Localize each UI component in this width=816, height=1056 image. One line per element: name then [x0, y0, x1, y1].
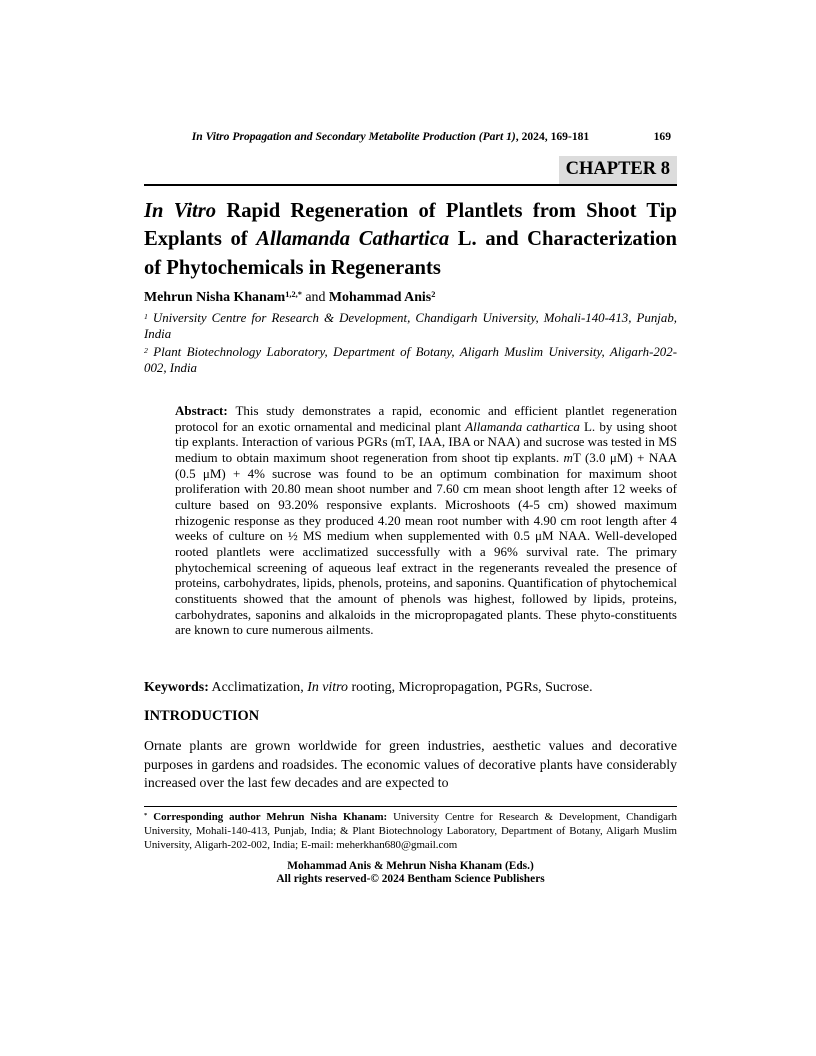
editors-line: Mohammad Anis & Mehrun Nisha Khanam (Eds.)	[287, 860, 534, 872]
running-head-text: In Vitro Propagation and Secondary Metabolite Production (Part 1), 2024, 169-181	[191, 130, 590, 143]
abstract-paragraph: Abstract: This study demonstrates a rapid, economic and efficient plantlet regeneration protocol for an exotic ornamental and medicinal plant Allamanda cathartica L. by using shoot tip explants. Interaction of various PGRs (mT, IAA, IBA or NAA) and sucrose was tested in MS medium to obtain maximum shoot regeneration from shoot tip explants. mT (3.0 μM) + NAA (0.5 μM) + 4% sucrose was found to be an optimum combination for maximum shoot proliferation with 20.80 mean shoot number and 7.60 cm mean shoot length after 12 weeks of culture based on 93.20% responsive explants. Microshoots (4-5 cm) showed maximum rhizogenic response as they produced 4.20 mean root number with 4.90 cm root length after 4 weeks of culture on ½ MS medium when supplemented with 0.5 μM NAA. Well-developed rooted plantlets were acclimatized successfully with a 96% survival rate. The primary phytochemical screening of aqueous leaf extract in the regenerants revealed the presence of proteins, carbohydrates, lipids, phenols, proteins, and saponins. Quantification of phytochemical constituents showed that the amount of phenols was highest, followed by lipids, proteins, carbohydrates, saponins and alkaloids in the micropropagated plants. These phyto-constituents are known to cure numerous ailments.	[175, 403, 677, 638]
page-number: 169	[653, 130, 671, 143]
footnote-rule	[144, 806, 677, 807]
page-content	[144, 0, 677, 1056]
publisher-block	[144, 860, 677, 886]
rights-line: All rights reserved-© 2024 Bentham Science Publishers	[276, 873, 545, 886]
affiliation-1: $^1$ University Centre for Research & Development, Chandigarh University, Mohali-140-413, Punjab, India	[144, 311, 677, 341]
corresponding-author-footnote: * Corresponding author Mehrun Nisha Khanam: University Centre for Research & Development, Chandigarh University, Mohali-140-413, Punjab, India; & Plant Biotechnology Laboratory, Department of Botany, Aligarh Muslim University, Aligarh-202-002, India; E-mail: meherkhan680@gmail.com	[144, 811, 677, 851]
introduction-paragraph: Ornate plants are grown worldwide for green industries, aesthetic values and decorative purposes in gardens and roadsides. The economic values of decorative plants have considerably increased over the last few decades and are expected to	[144, 738, 677, 791]
chapter-title: In Vitro Rapid Regeneration of Plantlets from Shoot Tip Explants of Allamanda Cathartica L. and Characterization of Phytochemicals in Regenerants	[144, 200, 677, 279]
running-head	[144, 130, 677, 143]
header-rule	[144, 184, 677, 186]
authors-line: Mehrun Nisha Khanam$^{1,2,*}$ and Mohammad Anis$^2$	[144, 290, 436, 305]
introduction-heading: INTRODUCTION	[144, 708, 260, 724]
keywords-line: Keywords: Acclimatization, In vitro rooting, Micropropagation, PGRs, Sucrose.	[144, 680, 593, 695]
affiliation-2: $^2$ Plant Biotechnology Laboratory, Department of Botany, Aligarh Muslim University, Aligarh-202-002, India	[144, 345, 677, 375]
chapter-label: CHAPTER 8	[559, 156, 677, 184]
